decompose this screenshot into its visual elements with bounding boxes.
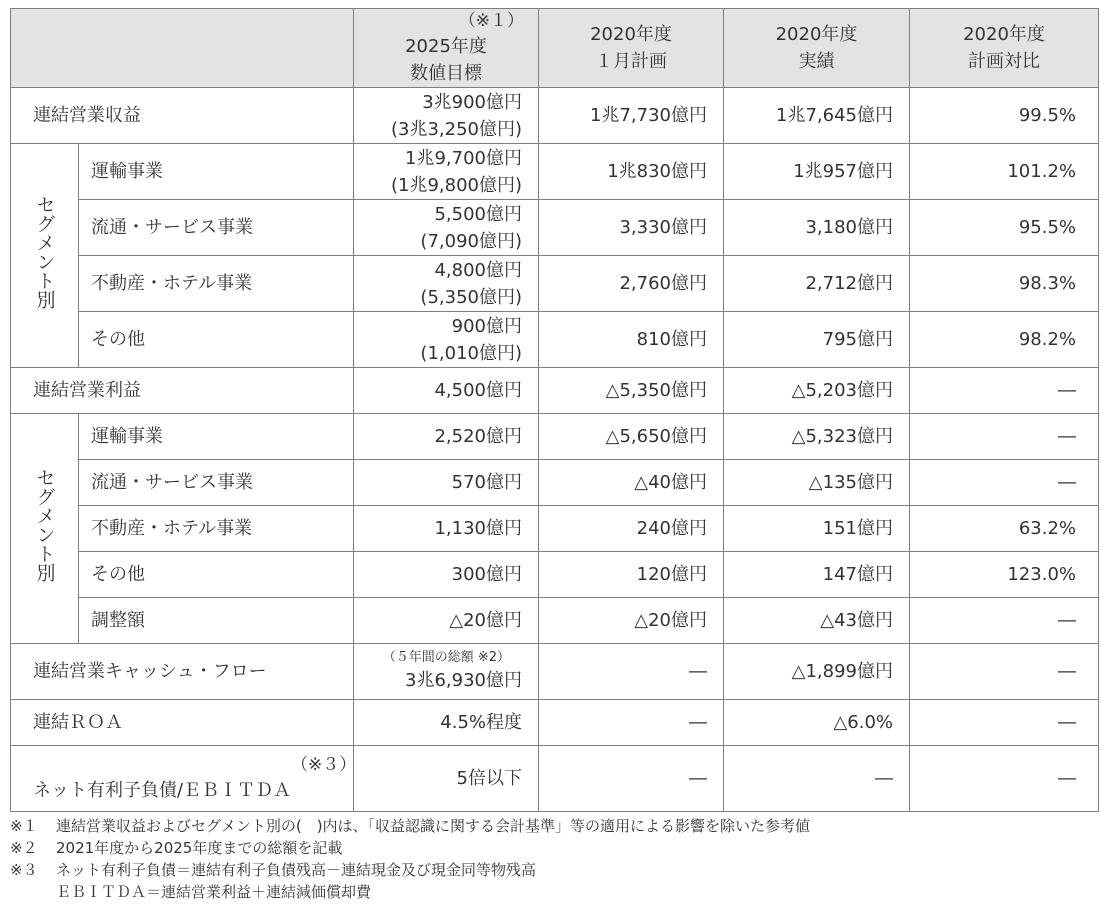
kpi-table xyxy=(10,8,1099,812)
segment-group-label xyxy=(11,414,79,644)
plan-cell: △20億円 xyxy=(539,598,724,644)
footnote-text: ネット有利子負債＝連結有利子負債残高－連結現金及び現金同等物残高 xyxy=(56,861,537,879)
target-ref-value: (5,350億円) xyxy=(420,286,522,308)
table-row xyxy=(11,256,1099,312)
actual-cell: △5,203億円 xyxy=(724,368,910,414)
target-cell xyxy=(354,312,539,368)
ratio-cell: 123.0% xyxy=(910,552,1099,598)
target-value: 900億円 xyxy=(451,315,522,337)
ratio-cell: ― xyxy=(910,460,1099,506)
plan-cell: 120億円 xyxy=(539,552,724,598)
ratio-cell: 98.3% xyxy=(910,256,1099,312)
target-cell xyxy=(354,144,539,200)
row-label: 調整額 xyxy=(79,598,354,644)
target-cell xyxy=(354,644,539,700)
row-label: 不動産・ホテル事業 xyxy=(79,506,354,552)
ratio-cell: 63.2% xyxy=(910,506,1099,552)
target-value: 1兆9,700億円 xyxy=(405,147,522,169)
actual-cell: △5,323億円 xyxy=(724,414,910,460)
segment-group-text: セグメント別 xyxy=(33,467,56,582)
table-row xyxy=(11,88,1099,144)
plan-cell: 810億円 xyxy=(539,312,724,368)
target-ref-value: (7,090億円) xyxy=(420,230,522,252)
target-value: 5,500億円 xyxy=(434,203,522,225)
ratio-cell: 101.2% xyxy=(910,144,1099,200)
table-row xyxy=(11,598,1099,644)
debt-label: ネット有利子負債/ＥＢＩＴＤＡ xyxy=(33,780,292,801)
target-value: 3兆900億円 xyxy=(422,91,522,113)
table-row xyxy=(11,200,1099,256)
table-row xyxy=(11,506,1099,552)
footnote-3-line2: ＥＢＩＴＤＡ＝連結営業利益＋連結減価償却費 xyxy=(56,883,372,901)
header-plan xyxy=(539,9,724,88)
footnote-3 xyxy=(10,859,810,881)
header-ratio-label: 計画対比 xyxy=(968,51,1040,72)
ratio-cell: ― xyxy=(910,368,1099,414)
plan-cell: 240億円 xyxy=(539,506,724,552)
target-cell: 4,500億円 xyxy=(354,368,539,414)
actual-cell: 1兆957億円 xyxy=(724,144,910,200)
footnote-text: 2021年度から2025年度までの総額を記載 xyxy=(56,839,343,857)
ratio-cell: ― xyxy=(910,414,1099,460)
actual-cell: △43億円 xyxy=(724,598,910,644)
footnote-mark: ※１ xyxy=(10,817,38,835)
row-label: 流通・サービス事業 xyxy=(79,200,354,256)
plan-cell: 3,330億円 xyxy=(539,200,724,256)
target-cell: △20億円 xyxy=(354,598,539,644)
plan-cell: ― xyxy=(539,700,724,746)
plan-cell: ― xyxy=(539,746,724,812)
footnote-2 xyxy=(10,837,810,859)
header-row xyxy=(11,9,1099,88)
table-row xyxy=(11,312,1099,368)
table-row xyxy=(11,460,1099,506)
header-target-label: 数値目標 xyxy=(410,63,482,84)
target-cell xyxy=(354,200,539,256)
row-label: 運輸事業 xyxy=(79,144,354,200)
target-ref-value: (1兆9,800億円) xyxy=(390,174,522,196)
ratio-cell: 95.5% xyxy=(910,200,1099,256)
footnote-ref-3: （※３） xyxy=(291,755,357,775)
actual-cell: △1,899億円 xyxy=(724,644,910,700)
ratio-cell: 99.5% xyxy=(910,88,1099,144)
row-label: 不動産・ホテル事業 xyxy=(79,256,354,312)
row-label: 連結営業収益 xyxy=(11,88,354,144)
target-cell: 1,130億円 xyxy=(354,506,539,552)
actual-cell: 1兆7,645億円 xyxy=(724,88,910,144)
row-label: 運輸事業 xyxy=(79,414,354,460)
target-cell: 5倍以下 xyxy=(354,746,539,812)
plan-cell: △5,350億円 xyxy=(539,368,724,414)
table-row xyxy=(11,644,1099,700)
actual-cell: 3,180億円 xyxy=(724,200,910,256)
target-value: 4,800億円 xyxy=(434,259,522,281)
header-actual xyxy=(724,9,910,88)
row-label: その他 xyxy=(79,552,354,598)
footnote-mark: ※３ xyxy=(10,861,38,879)
ratio-cell: 98.2% xyxy=(910,312,1099,368)
segment-group-text: セグメント別 xyxy=(33,194,56,309)
target-cell: 300億円 xyxy=(354,552,539,598)
header-plan-label: １月計画 xyxy=(595,51,667,72)
table-row xyxy=(11,700,1099,746)
row-label: 連結営業利益 xyxy=(11,368,354,414)
table-row xyxy=(11,552,1099,598)
actual-cell: △6.0% xyxy=(724,700,910,746)
actual-cell: 795億円 xyxy=(724,312,910,368)
actual-cell: ― xyxy=(724,746,910,812)
row-label xyxy=(11,746,357,812)
actual-cell: △135億円 xyxy=(724,460,910,506)
actual-cell: 2,712億円 xyxy=(724,256,910,312)
target-value: 3兆6,930億円 xyxy=(405,670,522,691)
plan-cell: ― xyxy=(539,644,724,700)
header-target xyxy=(354,9,539,88)
kpi-table-container xyxy=(10,8,1098,812)
target-note: （５年間の総額 ※2） xyxy=(382,650,510,665)
footnotes xyxy=(10,815,810,903)
ratio-cell: ― xyxy=(910,598,1099,644)
actual-cell: 151億円 xyxy=(724,506,910,552)
row-label: 連結ＲＯＡ xyxy=(11,700,354,746)
table-row xyxy=(11,414,1099,460)
target-cell xyxy=(354,256,539,312)
target-ref-value: (1,010億円) xyxy=(420,342,522,364)
header-plan-year: 2020年度 xyxy=(590,24,672,45)
segment-group-label xyxy=(11,144,79,368)
actual-cell: 147億円 xyxy=(724,552,910,598)
target-cell: 570億円 xyxy=(354,460,539,506)
row-label: 流通・サービス事業 xyxy=(79,460,354,506)
ratio-cell: ― xyxy=(910,746,1099,812)
header-actual-year: 2020年度 xyxy=(775,24,858,45)
plan-cell: 2,760億円 xyxy=(539,256,724,312)
target-cell: 4.5%程度 xyxy=(354,700,539,746)
footnote-ref-1: （※１） xyxy=(458,11,524,31)
header-target-year: 2025年度 xyxy=(405,36,487,57)
table-row xyxy=(11,144,1099,200)
header-blank xyxy=(11,9,354,88)
target-cell: 2,520億円 xyxy=(354,414,539,460)
footnote-1 xyxy=(10,815,810,837)
ratio-cell: ― xyxy=(910,700,1099,746)
header-ratio xyxy=(910,9,1099,88)
row-label: その他 xyxy=(79,312,354,368)
plan-cell: 1兆7,730億円 xyxy=(539,88,724,144)
row-label: 連結営業キャッシュ・フロー xyxy=(11,644,354,700)
table-row xyxy=(11,368,1099,414)
header-ratio-year: 2020年度 xyxy=(963,24,1045,45)
plan-cell: △5,650億円 xyxy=(539,414,724,460)
header-actual-label: 実績 xyxy=(798,51,835,72)
target-ref-value: (3兆3,250億円) xyxy=(390,118,522,140)
table-row xyxy=(11,746,1099,812)
target-cell xyxy=(354,88,539,144)
footnote-mark: ※２ xyxy=(10,839,38,857)
footnote-text: 連結営業収益およびセグメント別の( )内は、「収益認識に関する会計基準」等の適用による影響を除いた参考値 xyxy=(56,817,811,835)
plan-cell: 1兆830億円 xyxy=(539,144,724,200)
ratio-cell: ― xyxy=(910,644,1099,700)
plan-cell: △40億円 xyxy=(539,460,724,506)
